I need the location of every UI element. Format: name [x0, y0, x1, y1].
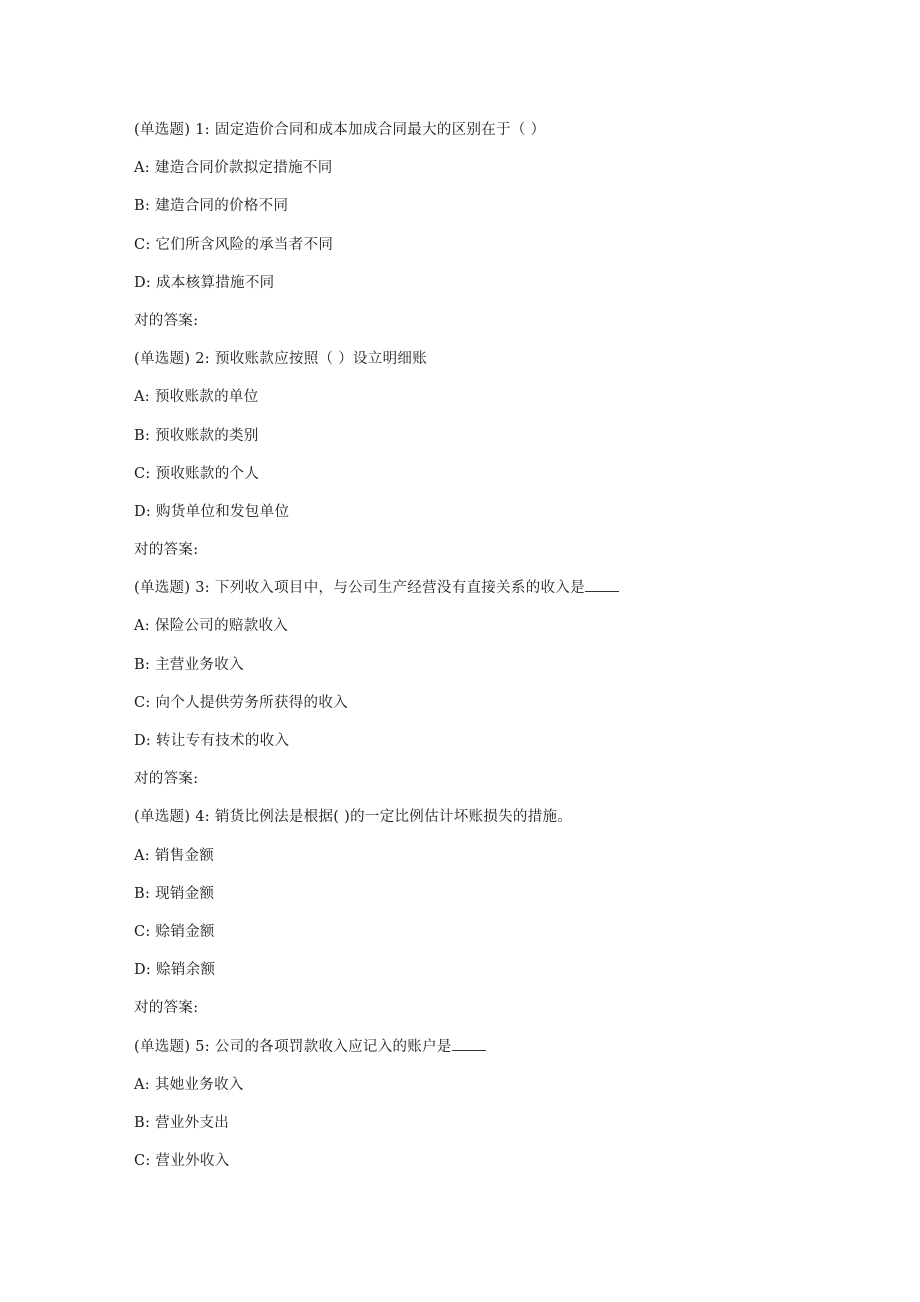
question-5-option-a: [134, 1074, 834, 1112]
option-text: 它们所含风险的承当者不同: [155, 236, 334, 253]
question-number: 1:: [195, 122, 210, 138]
fill-in-blank: [585, 577, 619, 592]
question-3-option-d: [134, 730, 834, 768]
option-key: C:: [134, 465, 151, 482]
question-2-option-c: [134, 463, 834, 501]
option-text: 营业外收入: [155, 1153, 230, 1170]
question-2-stem: [134, 348, 834, 386]
option-text: 现销金额: [155, 885, 215, 902]
question-4-option-c: [134, 921, 834, 959]
option-text: 保险公司的赔款收入: [154, 618, 289, 635]
option-text: 预收账款的个人: [155, 465, 260, 482]
option-key: C:: [134, 923, 151, 940]
question-type: (单选题): [134, 809, 191, 826]
question-4-option-d: [134, 959, 834, 997]
question-type: (单选题): [134, 122, 191, 138]
question-1-answer-label: 对的答案:: [134, 312, 199, 329]
question-3-stem: [134, 577, 834, 615]
question-number: 4:: [195, 809, 210, 826]
question-type: (单选题): [134, 580, 191, 597]
option-text: 营业外支出: [155, 1114, 230, 1131]
option-key: C:: [134, 694, 151, 711]
question-5-stem: [134, 1036, 834, 1074]
question-3-option-b: [134, 654, 834, 692]
question-1-option-a: [134, 157, 834, 195]
option-text: 预收账款的类别: [155, 427, 259, 444]
option-text: 其她业务收入: [154, 1076, 244, 1093]
question-type: (单选题): [134, 1038, 191, 1055]
option-key: D:: [134, 503, 152, 520]
option-key: B:: [134, 656, 151, 673]
question-text: 销货比例法是根据( )的一定比例估计坏账损失的措施。: [214, 809, 573, 826]
option-text: 预收账款的单位: [154, 389, 259, 406]
question-5-option-c: [134, 1150, 834, 1188]
question-number: 5:: [195, 1038, 210, 1055]
option-text: 赊销金额: [155, 923, 215, 940]
question-4-stem: [134, 806, 834, 844]
question-text: 公司的各项罚款收入应记入的账户是: [214, 1038, 452, 1055]
question-2-option-a: [134, 386, 834, 424]
option-key: C:: [134, 236, 151, 253]
question-2-option-d: [134, 501, 834, 539]
option-key: D:: [134, 733, 152, 749]
question-text: 固定造价合同和成本加成合同最大的区别在于（ ）: [214, 122, 546, 138]
question-text: 下列收入项目中，与公司生产经营没有直接关系的收入是: [214, 580, 585, 597]
question-3-option-a: [134, 615, 834, 653]
question-4-option-b: [134, 883, 834, 921]
option-key: A:: [134, 160, 150, 177]
option-text: 成本核算措施不同: [156, 274, 275, 291]
option-key: A:: [134, 847, 150, 864]
question-2-answer-label: 对的答案:: [134, 542, 199, 559]
option-text: 建造合同的价格不同: [155, 198, 289, 215]
document-page: [134, 119, 834, 1188]
option-key: C:: [134, 1153, 151, 1170]
question-number: 3:: [195, 580, 210, 597]
option-text: 购货单位和发包单位: [156, 503, 290, 520]
question-1-option-d: [134, 272, 834, 310]
question-4-answer-label: 对的答案:: [134, 1000, 199, 1017]
question-text: 预收账款应按照（ ）设立明细账: [214, 351, 427, 368]
option-text: 赊销余额: [156, 962, 216, 979]
question-3-option-c: [134, 692, 834, 730]
option-text: 向个人提供劳务所获得的收入: [155, 694, 348, 711]
question-5-option-b: [134, 1112, 834, 1150]
option-key: D:: [134, 962, 152, 979]
question-1-stem: [134, 119, 834, 157]
option-text: 销售金额: [154, 847, 215, 864]
question-1-option-c: [134, 234, 834, 272]
option-text: 建造合同价款拟定措施不同: [154, 160, 333, 177]
question-3-answer-label: 对的答案:: [134, 771, 199, 788]
option-key: B:: [134, 885, 151, 902]
option-key: A:: [134, 389, 150, 406]
option-key: A:: [134, 1076, 150, 1093]
option-key: B:: [134, 1114, 151, 1131]
option-key: B:: [134, 427, 151, 444]
fill-in-blank: [452, 1036, 486, 1051]
option-key: A:: [134, 618, 150, 635]
question-type: (单选题): [134, 351, 191, 368]
option-key: B:: [134, 198, 151, 215]
question-2-option-b: [134, 425, 834, 463]
option-text: 转让专有技术的收入: [156, 733, 290, 749]
option-key: D:: [134, 274, 152, 291]
question-number: 2:: [195, 351, 210, 368]
question-1-option-b: [134, 195, 834, 233]
question-4-option-a: [134, 845, 834, 883]
option-text: 主营业务收入: [155, 656, 244, 673]
